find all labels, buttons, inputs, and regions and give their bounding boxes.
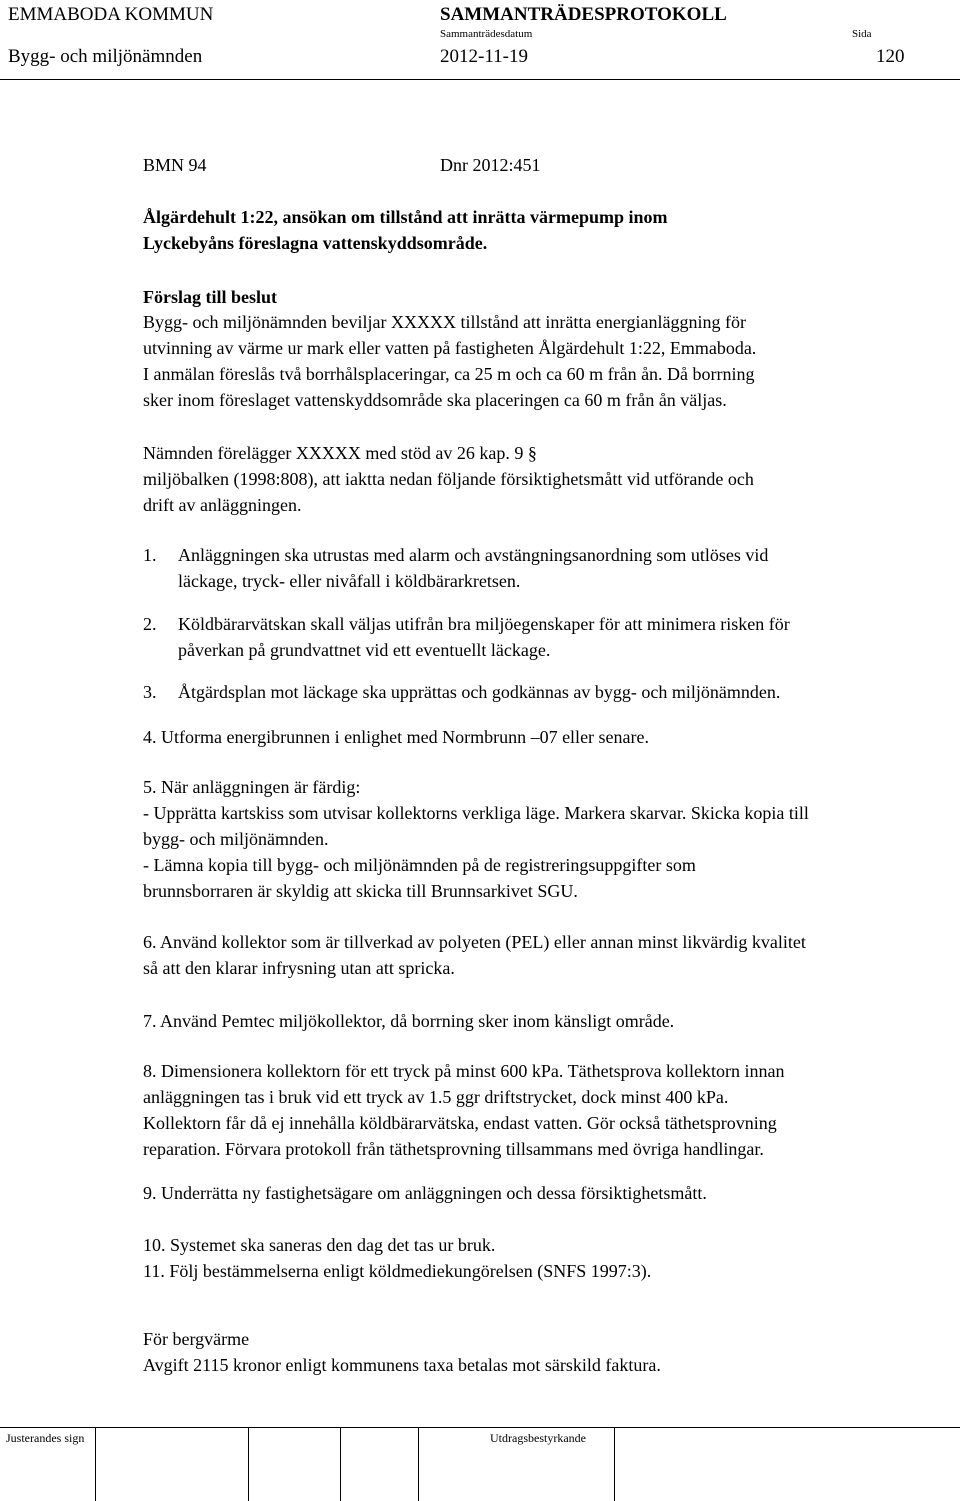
text-line: miljöbalken (1998:808), att iaktta nedan följande försiktighetsmått vid utförande och [143,469,754,489]
text-line: 11. Följ bestämmelserna enligt köldmediekungörelsen (SNFS 1997:3). [143,1261,652,1281]
text-line: läckage, tryck- eller nivåfall i köldbärarkretsen. [178,571,521,591]
condition-text [178,679,948,705]
page-label: Sida [852,28,872,40]
text-line: sker inom föreslaget vattenskyddsområde ska placeringen ca 60 m från ån väljas. [143,390,727,410]
condition-item: 4. Utforma energibrunnen i enlighet med Normbrunn –07 eller senare. [143,727,650,747]
doc-type: SAMMANTRÄDESPROTOKOLL [440,4,727,25]
footer-divider [0,1427,960,1428]
case-dnr: Dnr 2012:451 [440,155,541,175]
condition-item: 7. Använd Pemtec miljökollektor, då borrning sker inom känsligt område. [143,1011,675,1031]
text-line: utvinning av värme ur mark eller vatten på fastigheten Ålgärdehult 1:22, Emmaboda. [143,338,757,358]
condition-text [178,542,948,594]
footer-sign-box-divider [340,1428,341,1501]
case-ref: BMN 94 [143,155,207,175]
footer-sign-box-divider [95,1428,96,1501]
text-line: 6. Använd kollektor som är tillverkad av polyeten (PEL) eller annan minst likvärdig kvalitet [143,932,806,952]
date-label: Sammanträdesdatum [440,28,533,40]
text-line: Köldbärarvätskan skall väljas utifrån bra miljöegenskaper för att minimera risken för [178,614,790,634]
condition-item [143,929,943,981]
text-line: - Upprätta kartskiss som utvisar kollektorns verkliga läge. Markera skarvar. Skicka kopia till [143,803,809,823]
footer-utdragsbestyrkande: Utdragsbestyrkande [490,1431,586,1445]
text-line: Anläggningen ska utrustas med alarm och avstängningsanordning som utlöses vid [178,545,769,565]
proposal-heading: Förslag till beslut [143,287,277,307]
text-line: I anmälan föreslås två borrhålsplaceringar, ca 25 m och ca 60 m från ån. Då borrning [143,364,755,384]
condition-text [178,611,948,663]
condition-number: 2. [143,614,157,634]
condition-item [143,1058,943,1162]
text-line: Åtgärdsplan mot läckage ska upprättas och godkännas av bygg- och miljönämnden. [178,682,781,702]
footer-sign-box-divider [418,1428,419,1501]
committee-name: Bygg- och miljönämnden [8,46,203,67]
text-line: drift av anläggningen. [143,495,302,515]
text-line: brunnsborraren är skyldig att skicka till Brunnsarkivet SGU. [143,881,578,901]
condition-item [143,542,943,594]
injunction-paragraph [143,440,943,518]
condition-item: 9. Underrätta ny fastighetsägare om anläggningen och dessa försiktighetsmått. [143,1183,707,1203]
text-line: Nämnden förelägger XXXXX med stöd av 26 kap. 9 § [143,443,537,463]
text-line: så att den klarar infrysning utan att spricka. [143,958,455,978]
condition-number: 3. [143,682,157,702]
fee-heading: För bergvärme [143,1329,250,1349]
text-line: 8. Dimensionera kollektorn för ett tryck på minst 600 kPa. Täthetsprova kollektorn innan [143,1061,785,1081]
footer-sign-box-divider [614,1428,615,1501]
case-title-line: Ålgärdehult 1:22, ansökan om tillstånd att inrätta värmepump inom [143,207,668,227]
footer-sign-box-divider [248,1428,249,1501]
text-line: Kollektorn får då ej innehålla köldbärarvätska, endast vatten. Gör också täthetsprovning [143,1113,777,1133]
text-line: 10. Systemet ska saneras den dag det tas ur bruk. [143,1235,496,1255]
condition-item [143,1232,943,1284]
text-line: anläggningen tas i bruk vid ett tryck av 1.5 ggr driftstrycket, dock minst 400 kPa. [143,1087,729,1107]
org-name: EMMABODA KOMMUN [8,4,214,25]
text-line: 5. När anläggningen är färdig: [143,777,361,797]
fee-text: Avgift 2115 kronor enligt kommunens taxa betalas mot särskild faktura. [143,1355,661,1375]
condition-item [143,679,943,705]
condition-item [143,611,943,663]
footer-justerandes-sign: Justerandes sign [6,1431,85,1445]
proposal-paragraph [143,309,943,413]
page-number: 120 [876,46,905,67]
case-title [143,204,943,256]
text-line: påverkan på grundvattnet vid ett eventuellt läckage. [178,640,551,660]
text-line: bygg- och miljönämnden. [143,829,329,849]
case-title-line: Lyckebyåns föreslagna vattenskyddsområde. [143,233,488,253]
condition-item [143,774,943,904]
meeting-date: 2012-11-19 [440,46,528,67]
text-line: reparation. Förvara protokoll från täthetsprovning tillsammans med övriga handlingar. [143,1139,764,1159]
fee-section [143,1326,943,1378]
text-line: Bygg- och miljönämnden beviljar XXXXX tillstånd att inrätta energianläggning för [143,312,747,332]
condition-number: 1. [143,545,157,565]
header-divider [0,79,960,80]
text-line: - Lämna kopia till bygg- och miljönämnden på de registreringsuppgifter som [143,855,696,875]
